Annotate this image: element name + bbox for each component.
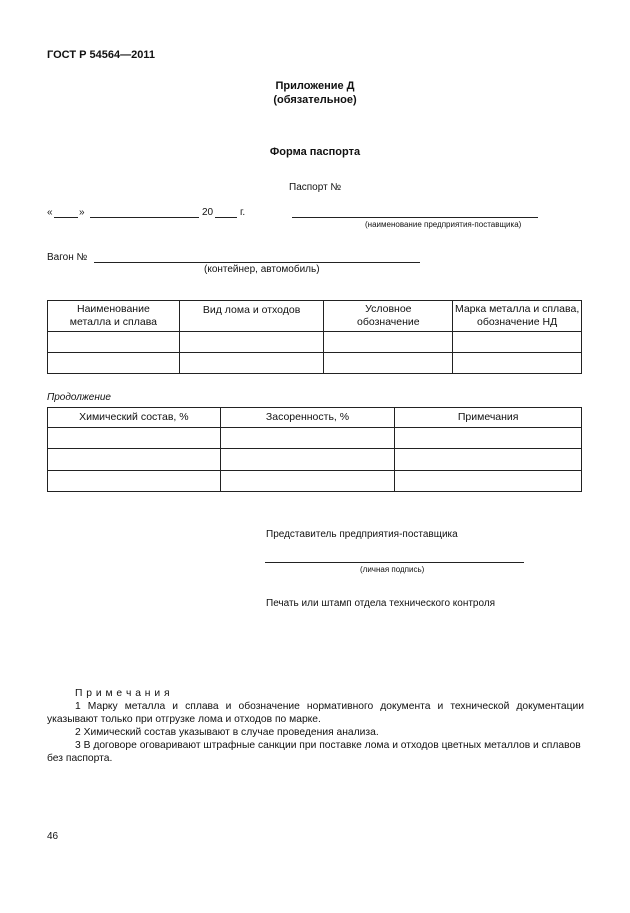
supplier-caption: (наименование предприятия-поставщика) [365, 220, 522, 229]
notes-section [47, 687, 584, 765]
table-row [48, 332, 582, 353]
table-cell[interactable] [395, 449, 582, 471]
appendix-title: Приложение Д [275, 80, 355, 92]
appendix-status: (обязательное) [273, 94, 357, 106]
table-row [48, 471, 582, 492]
table-row [48, 428, 582, 449]
table-cell[interactable] [48, 332, 180, 353]
table-row [48, 449, 582, 471]
note-item: 3 В договоре оговаривают штрафные санкции при поставке лома и отходов цветных металлов и сплавов без паспорта. [47, 740, 581, 764]
table-cell[interactable] [48, 428, 221, 449]
header-grade-nd: Марка металла и сплава, обозначение НД [453, 301, 582, 332]
day-blank[interactable] [54, 217, 78, 218]
page-number: 46 [47, 831, 59, 842]
month-blank[interactable] [90, 217, 199, 218]
notes-title: П р и м е ч а н и я [75, 688, 171, 699]
materials-table-header [48, 301, 582, 332]
table-cell[interactable] [48, 471, 221, 492]
note-item: 2 Химический состав указывают в случае проведения анализа. [75, 727, 379, 738]
wagon-label: Вагон № [47, 252, 88, 263]
table-cell[interactable] [453, 332, 582, 353]
continuation-label: Продолжение [47, 392, 111, 403]
table-cell[interactable] [48, 449, 221, 471]
table-row [48, 353, 582, 374]
table-cell[interactable] [220, 471, 395, 492]
stamp-label: Печать или штамп отдела технического контроля [266, 598, 496, 609]
signature-blank[interactable] [265, 562, 524, 563]
note-item: 1 Марку металла и сплава и обозначение нормативного документа и технической документации указывают только при отгрузке лома и отходов по марке. [47, 701, 584, 725]
table-cell[interactable] [324, 332, 453, 353]
representative-label: Представитель предприятия-поставщика [266, 529, 458, 540]
table-cell[interactable] [220, 449, 395, 471]
table-cell[interactable] [395, 471, 582, 492]
header-metal-name: Наименование металла и сплава [48, 301, 180, 332]
header-remarks: Примечания [395, 408, 582, 428]
header-scrap-type: Вид лома и отходов [179, 301, 324, 332]
composition-table-header [48, 408, 582, 428]
wagon-caption: (контейнер, автомобиль) [204, 264, 320, 275]
form-title: Форма паспорта [269, 146, 361, 158]
date-close-quote: » [79, 207, 85, 218]
date-open-quote: « [47, 207, 53, 218]
materials-table [47, 300, 582, 374]
year-suffix: г. [240, 207, 246, 218]
table-cell[interactable] [453, 353, 582, 374]
table-cell[interactable] [48, 353, 180, 374]
table-cell[interactable] [179, 332, 324, 353]
composition-table [47, 407, 582, 492]
supplier-name-blank[interactable] [292, 217, 538, 218]
table-cell[interactable] [179, 353, 324, 374]
header-contamination: Засоренность, % [220, 408, 395, 428]
table-cell[interactable] [395, 428, 582, 449]
signature-caption: (личная подпись) [360, 565, 425, 574]
wagon-number-blank[interactable] [94, 262, 420, 263]
standard-code: ГОСТ Р 54564—2011 [47, 49, 155, 61]
passport-label: Паспорт № [289, 182, 342, 193]
table-cell[interactable] [324, 353, 453, 374]
header-designation: Условное обозначение [324, 301, 453, 332]
year-prefix: 20 [202, 207, 214, 218]
header-chemical-composition: Химический состав, % [48, 408, 221, 428]
table-cell[interactable] [220, 428, 395, 449]
year-blank[interactable] [215, 217, 237, 218]
